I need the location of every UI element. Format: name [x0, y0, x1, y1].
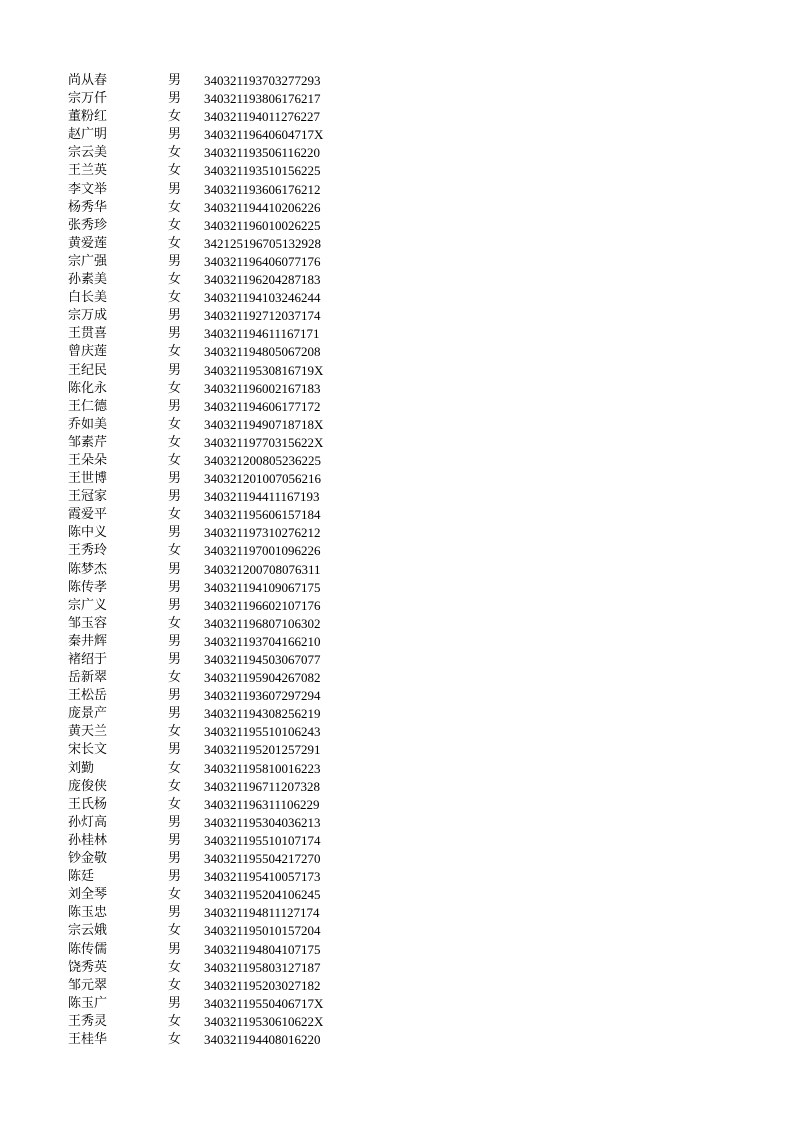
- gender-cell: 女: [168, 543, 182, 559]
- gender-cell: 女: [168, 959, 182, 975]
- gender-cell: 女: [168, 199, 182, 215]
- gender-cell: 男: [168, 941, 182, 957]
- table-row: [68, 181, 354, 199]
- gender-cell: 男: [168, 561, 182, 577]
- gender-cell: 女: [168, 615, 182, 631]
- table-row: [68, 343, 354, 361]
- table-row: [68, 416, 354, 434]
- table-row: [68, 199, 354, 217]
- gender-cell: 女: [168, 977, 182, 993]
- name-cell: 宗云美: [68, 145, 108, 161]
- id-number-cell: 34032119640604717X: [204, 127, 324, 143]
- gender-cell: 女: [168, 760, 182, 776]
- name-cell: 孙桂林: [68, 832, 108, 848]
- table-row: [68, 615, 354, 633]
- gender-cell: 男: [168, 742, 182, 758]
- table-row: [68, 687, 354, 705]
- gender-cell: 男: [168, 91, 182, 107]
- name-cell: 孙素美: [68, 272, 108, 288]
- name-cell: 宗广义: [68, 597, 108, 613]
- name-cell: 王桂华: [68, 1031, 108, 1047]
- gender-cell: 男: [168, 362, 182, 378]
- table-row: [68, 778, 354, 796]
- table-row: [68, 72, 354, 90]
- name-cell: 宗云娥: [68, 923, 108, 939]
- table-row: [68, 380, 354, 398]
- name-cell: 刘全琴: [68, 887, 108, 903]
- gender-cell: 男: [168, 633, 182, 649]
- name-cell: 曾庆莲: [68, 344, 108, 360]
- id-number-cell: 340321195304036213: [204, 814, 321, 830]
- gender-cell: 男: [168, 253, 182, 269]
- table-row: [68, 832, 354, 850]
- table-row: [68, 633, 354, 651]
- gender-cell: 男: [168, 869, 182, 885]
- gender-cell: 男: [168, 326, 182, 342]
- name-cell: 王仁德: [68, 398, 108, 414]
- id-number-cell: 340321197310276212: [204, 525, 321, 541]
- table-row: [68, 561, 354, 579]
- id-number-cell: 340321194308256219: [204, 706, 321, 722]
- id-number-cell: 340321194606177172: [204, 398, 321, 414]
- name-cell: 王松岳: [68, 688, 108, 704]
- id-number-cell: 34032119770315622X: [204, 434, 324, 450]
- gender-cell: 男: [168, 688, 182, 704]
- gender-cell: 女: [168, 452, 182, 468]
- name-cell: 黄天兰: [68, 724, 108, 740]
- gender-cell: 女: [168, 290, 182, 306]
- name-cell: 黄爱莲: [68, 235, 108, 251]
- name-cell: 邹元翠: [68, 977, 108, 993]
- table-row: [68, 542, 354, 560]
- gender-cell: 男: [168, 127, 182, 143]
- gender-cell: 男: [168, 814, 182, 830]
- name-cell: 陈传孝: [68, 579, 108, 595]
- id-number-cell: 340321192712037174: [204, 308, 321, 324]
- gender-cell: 男: [168, 597, 182, 613]
- gender-cell: 女: [168, 434, 182, 450]
- gender-cell: 女: [168, 217, 182, 233]
- gender-cell: 男: [168, 706, 182, 722]
- name-cell: 宗万仟: [68, 91, 108, 107]
- table-row: [68, 362, 354, 380]
- gender-cell: 女: [168, 272, 182, 288]
- gender-cell: 女: [168, 778, 182, 794]
- name-cell: 陈传儒: [68, 941, 108, 957]
- gender-cell: 女: [168, 235, 182, 251]
- table-row: [68, 271, 354, 289]
- id-number-cell: 340321194411167193: [204, 489, 320, 505]
- id-number-cell: 340321200805236225: [204, 452, 321, 468]
- table-row: [68, 488, 354, 506]
- id-number-cell: 34032119530610622X: [204, 1013, 324, 1029]
- table-row: [68, 741, 354, 759]
- id-number-cell: 340321193506116220: [204, 145, 321, 161]
- id-number-cell: 340321201007056216: [204, 471, 321, 487]
- table-row: [68, 1013, 354, 1031]
- id-number-cell: 340321196406077176: [204, 253, 321, 269]
- id-number-cell: 340321195203027182: [204, 977, 321, 993]
- id-number-cell: 340321194103246244: [204, 290, 321, 306]
- name-cell: 霞爱平: [68, 507, 108, 523]
- name-cell: 王秀灵: [68, 1013, 108, 1029]
- id-number-cell: 340321194811127174: [204, 905, 320, 921]
- name-cell: 王冠家: [68, 489, 108, 505]
- name-cell: 王秀玲: [68, 543, 108, 559]
- id-number-cell: 340321194410206226: [204, 199, 321, 215]
- id-number-cell: 340321196711207328: [204, 778, 321, 794]
- table-row: [68, 162, 354, 180]
- gender-cell: 女: [168, 670, 182, 686]
- table-row: [68, 977, 354, 995]
- id-number-cell: 340321193806176217: [204, 91, 321, 107]
- table-row: [68, 289, 354, 307]
- table-row: [68, 126, 354, 144]
- id-number-cell: 34032119550406717X: [204, 995, 324, 1011]
- id-number-cell: 34032119490718718X: [204, 416, 324, 432]
- name-cell: 宗万成: [68, 308, 108, 324]
- table-row: [68, 217, 354, 235]
- gender-cell: 女: [168, 1031, 182, 1047]
- name-cell: 庞俊侠: [68, 778, 108, 794]
- table-row: [68, 579, 354, 597]
- gender-cell: 女: [168, 380, 182, 396]
- name-cell: 乔如美: [68, 416, 108, 432]
- table-row: [68, 398, 354, 416]
- id-number-cell: 340321193704166210: [204, 633, 321, 649]
- name-cell: 王贯喜: [68, 326, 108, 342]
- name-cell: 邹素芹: [68, 434, 108, 450]
- id-number-cell: 340321195010157204: [204, 923, 321, 939]
- table-row: [68, 850, 354, 868]
- id-number-cell: 340321196204287183: [204, 272, 321, 288]
- name-cell: 秦井辉: [68, 633, 108, 649]
- table-row: [68, 434, 354, 452]
- table-row: [68, 814, 354, 832]
- table-row: [68, 144, 354, 162]
- gender-cell: 男: [168, 181, 182, 197]
- name-cell: 陈梦杰: [68, 561, 108, 577]
- name-cell: 李文举: [68, 181, 108, 197]
- id-number-cell: 340321194011276227: [204, 109, 321, 125]
- table-row: [68, 941, 354, 959]
- id-number-cell: 340321195803127187: [204, 959, 321, 975]
- name-cell: 饶秀英: [68, 959, 108, 975]
- gender-cell: 女: [168, 724, 182, 740]
- id-number-cell: 340321194109067175: [204, 579, 321, 595]
- table-row: [68, 868, 354, 886]
- name-cell: 岳新翠: [68, 670, 108, 686]
- table-row: [68, 705, 354, 723]
- table-row: [68, 796, 354, 814]
- table-row: [68, 995, 354, 1013]
- id-number-cell: 340321194611167171: [204, 326, 320, 342]
- table-row: [68, 904, 354, 922]
- name-cell: 王氏杨: [68, 796, 108, 812]
- table-row: [68, 886, 354, 904]
- table-row: [68, 922, 354, 940]
- gender-cell: 男: [168, 471, 182, 487]
- gender-cell: 女: [168, 507, 182, 523]
- table-row: [68, 452, 354, 470]
- gender-cell: 男: [168, 832, 182, 848]
- table-row: [68, 253, 354, 271]
- name-cell: 刘勤: [68, 760, 95, 776]
- name-cell: 陈玉忠: [68, 905, 108, 921]
- table-row: [68, 90, 354, 108]
- gender-cell: 女: [168, 887, 182, 903]
- gender-cell: 女: [168, 109, 182, 125]
- id-number-cell: 340321195204106245: [204, 887, 321, 903]
- table-row: [68, 307, 354, 325]
- id-number-cell: 340321196602107176: [204, 597, 321, 613]
- table-row: [68, 325, 354, 343]
- id-number-cell: 340321200708076311: [204, 561, 321, 577]
- gender-cell: 男: [168, 851, 182, 867]
- name-cell: 陈化永: [68, 380, 108, 396]
- id-number-cell: 340321196002167183: [204, 380, 321, 396]
- name-cell: 董粉红: [68, 109, 108, 125]
- table-row: [68, 651, 354, 669]
- gender-cell: 男: [168, 525, 182, 541]
- id-number-cell: 340321195201257291: [204, 742, 321, 758]
- gender-cell: 男: [168, 579, 182, 595]
- name-cell: 王纪民: [68, 362, 108, 378]
- table-row: [68, 108, 354, 126]
- name-cell: 宋长文: [68, 742, 108, 758]
- gender-cell: 男: [168, 398, 182, 414]
- id-number-cell: 340321193606176212: [204, 181, 321, 197]
- table-row: [68, 669, 354, 687]
- id-number-cell: 340321193607297294: [204, 688, 321, 704]
- name-cell: 尚从春: [68, 73, 108, 88]
- table-row: [68, 506, 354, 524]
- id-number-cell: 340321195410057173: [204, 869, 321, 885]
- id-number-cell: 340321195904267082: [204, 670, 321, 686]
- id-number-cell: 340321196010026225: [204, 217, 321, 233]
- id-number-cell: 340321194804107175: [204, 941, 321, 957]
- gender-cell: 女: [168, 344, 182, 360]
- name-cell: 王兰英: [68, 163, 108, 179]
- gender-cell: 女: [168, 923, 182, 939]
- name-cell: 褚绍于: [68, 652, 108, 667]
- gender-cell: 男: [168, 73, 182, 88]
- table-row: [68, 1031, 354, 1049]
- gender-cell: 女: [168, 416, 182, 432]
- name-cell: 王世博: [68, 471, 108, 487]
- id-number-cell: 34032119530816719X: [204, 362, 324, 378]
- name-cell: 邹玉容: [68, 615, 108, 631]
- name-cell: 钞金敬: [68, 851, 108, 867]
- id-number-cell: 340321197001096226: [204, 543, 321, 559]
- id-number-cell: 340321195510106243: [204, 724, 321, 740]
- gender-cell: 男: [168, 652, 182, 667]
- id-number-cell: 340321195504217270: [204, 851, 321, 867]
- table-row: [68, 760, 354, 778]
- gender-cell: 女: [168, 163, 182, 179]
- id-number-cell: 340321196311106229: [204, 796, 320, 812]
- name-cell: 宗广强: [68, 253, 108, 269]
- gender-cell: 男: [168, 489, 182, 505]
- id-number-cell: 340321193510156225: [204, 163, 321, 179]
- name-cell: 张秀珍: [68, 217, 108, 233]
- person-list: [68, 72, 354, 1049]
- name-cell: 杨秀华: [68, 199, 108, 215]
- id-number-cell: 340321193703277293: [204, 73, 321, 88]
- table-row: [68, 597, 354, 615]
- name-cell: 赵广明: [68, 127, 108, 143]
- gender-cell: 女: [168, 145, 182, 161]
- table-row: [68, 235, 354, 253]
- id-number-cell: 340321194805067208: [204, 344, 321, 360]
- name-cell: 陈廷: [68, 869, 95, 885]
- id-number-cell: 342125196705132928: [204, 235, 321, 251]
- id-number-cell: 340321195510107174: [204, 832, 321, 848]
- gender-cell: 男: [168, 995, 182, 1011]
- table-row: [68, 524, 354, 542]
- table-row: [68, 959, 354, 977]
- gender-cell: 女: [168, 1013, 182, 1029]
- id-number-cell: 340321194408016220: [204, 1031, 321, 1047]
- name-cell: 陈中义: [68, 525, 108, 541]
- name-cell: 孙灯高: [68, 814, 108, 830]
- name-cell: 陈玉广: [68, 995, 108, 1011]
- gender-cell: 男: [168, 308, 182, 324]
- name-cell: 庞景产: [68, 706, 108, 722]
- gender-cell: 女: [168, 796, 182, 812]
- id-number-cell: 340321196807106302: [204, 615, 321, 631]
- name-cell: 白长美: [68, 290, 108, 306]
- id-number-cell: 340321195810016223: [204, 760, 321, 776]
- gender-cell: 男: [168, 905, 182, 921]
- name-cell: 王朵朵: [68, 452, 108, 468]
- id-number-cell: 340321195606157184: [204, 507, 321, 523]
- table-row: [68, 470, 354, 488]
- id-number-cell: 340321194503067077: [204, 652, 321, 667]
- table-row: [68, 723, 354, 741]
